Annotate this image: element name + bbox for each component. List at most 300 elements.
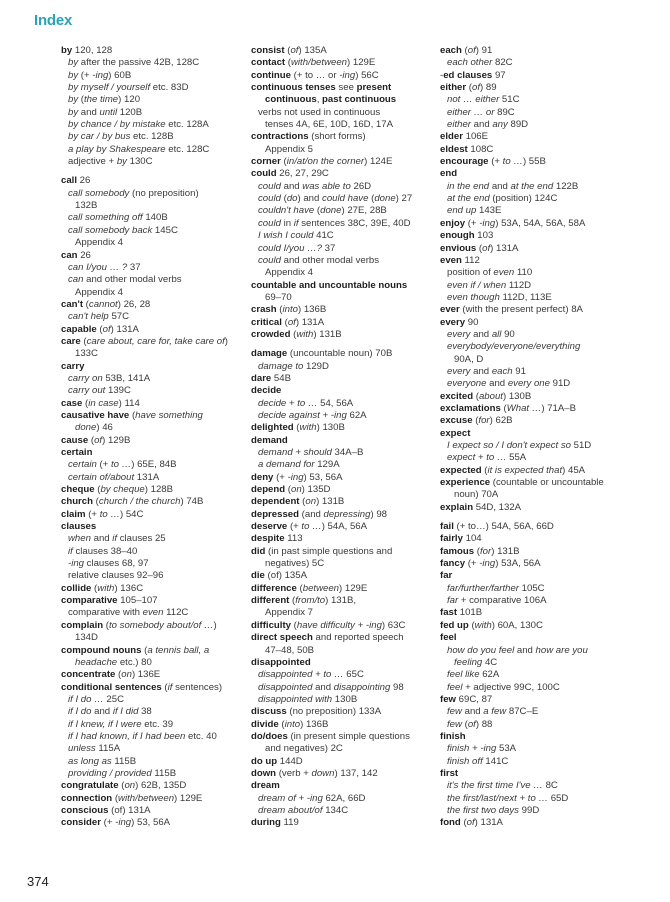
index-entry xyxy=(251,304,436,316)
index-subentry xyxy=(251,292,436,304)
entry-text: Appendix 7 xyxy=(265,607,314,619)
entry-text: either xyxy=(447,119,471,131)
entry-text: 65D xyxy=(548,792,569,804)
entry-text: ) 45A xyxy=(562,464,586,476)
entry-text: could xyxy=(258,254,281,266)
index-entry xyxy=(440,477,660,489)
entry-text: 113 xyxy=(284,533,303,545)
entry-headword: even xyxy=(440,254,462,266)
entry-headword: church xyxy=(61,496,93,508)
entry-text: ( xyxy=(103,619,109,631)
entry-text: unless xyxy=(68,743,96,755)
index-subentry xyxy=(61,131,246,143)
entry-text: ) 62B, 135D xyxy=(135,780,187,792)
entry-headword: cause xyxy=(61,434,89,446)
entry-text: 69–70 xyxy=(265,291,292,303)
entry-text: of xyxy=(287,316,296,328)
index-entry xyxy=(440,317,660,329)
entry-text: ( xyxy=(296,582,303,594)
entry-text: down xyxy=(311,767,335,779)
entry-text: ) 135A xyxy=(298,45,327,56)
entry-text: ( xyxy=(82,397,89,409)
entry-text: (no preposition) xyxy=(129,187,199,199)
entry-text: feel xyxy=(447,681,463,693)
entry-text: not … either xyxy=(447,94,500,106)
index-entry xyxy=(61,324,246,336)
entry-text: and xyxy=(78,106,100,118)
index-subentry xyxy=(440,329,660,341)
entry-text: between xyxy=(302,582,340,594)
entry-text: 47–48, 50B xyxy=(265,644,315,656)
entry-headword: divide xyxy=(251,718,279,730)
index-subentry xyxy=(61,188,246,200)
index-entry xyxy=(61,509,246,521)
index-subentry xyxy=(251,144,436,156)
index-subentry xyxy=(61,373,246,385)
entry-text: even though xyxy=(447,291,500,303)
index-subentry xyxy=(61,287,246,299)
index-subentry xyxy=(61,262,246,274)
index-subentry xyxy=(251,193,436,205)
entry-headword: down xyxy=(251,767,277,779)
entry-text: ( xyxy=(460,817,467,829)
entry-text: ) 53, 56A xyxy=(303,471,343,483)
entry-text: for xyxy=(478,415,490,427)
entry-text: 25C xyxy=(103,693,124,705)
entry-headword: famous xyxy=(440,545,475,557)
index-subentry xyxy=(251,645,436,657)
index-subentry xyxy=(61,632,246,644)
entry-text: 65C xyxy=(343,669,364,681)
index-entry xyxy=(440,546,660,558)
entry-text: 8C xyxy=(542,780,558,792)
index-subentry xyxy=(61,225,246,237)
entry-text: of xyxy=(467,45,476,56)
index-subentry xyxy=(251,361,436,373)
entry-text: (+ xyxy=(273,471,288,483)
entry-text: the time xyxy=(84,94,119,106)
index-entry xyxy=(251,583,436,595)
entry-text: ) 54A, 56A xyxy=(321,521,368,533)
index-subentry xyxy=(440,452,660,464)
entry-headword: fairly xyxy=(440,533,463,545)
entry-text: 112 xyxy=(461,254,480,266)
entry-text: ( xyxy=(314,205,321,217)
entry-text: ) 130B xyxy=(502,390,532,402)
index-entry xyxy=(440,428,660,440)
entry-headword: delighted xyxy=(251,422,294,434)
page-number: 374 xyxy=(27,874,49,889)
index-entry xyxy=(440,817,660,829)
entry-text: ) 130B xyxy=(316,422,345,434)
entry-text: ) 54C xyxy=(119,508,144,520)
letter-gap xyxy=(440,514,660,521)
index-column-2 xyxy=(251,45,436,830)
entry-text: every xyxy=(447,328,471,340)
index-subentry xyxy=(251,410,436,422)
entry-text: the first/last/next + to … xyxy=(447,792,549,804)
entry-text: (+ xyxy=(287,521,302,533)
entry-text: etc. 83D xyxy=(150,82,189,94)
index-subentry xyxy=(251,255,436,267)
entry-text: I wish I could xyxy=(258,230,314,242)
index-subentry xyxy=(61,719,246,731)
entry-text: 62A xyxy=(346,409,367,421)
index-entry xyxy=(251,632,436,644)
index-entry xyxy=(251,484,436,496)
entry-text: ) 136C xyxy=(114,582,144,594)
entry-text: by xyxy=(68,94,79,106)
entry-text: in xyxy=(280,217,294,229)
index-entry xyxy=(251,546,436,558)
entry-text: if I do xyxy=(68,706,92,718)
entry-text: negatives) 5C xyxy=(265,558,325,570)
entry-text: ( xyxy=(472,415,479,427)
entry-text: ) 53A, 56A xyxy=(495,558,541,570)
index-entry xyxy=(251,509,436,521)
index-subentry xyxy=(251,181,436,193)
entry-headword: ever xyxy=(440,304,460,316)
index-entry xyxy=(440,304,660,316)
entry-text: with/between xyxy=(118,792,175,804)
entry-text: tenses 4A, 6E, 10D, 16D, 17A xyxy=(265,119,393,131)
index-subentry xyxy=(440,657,660,669)
entry-text: and xyxy=(486,378,508,390)
index-subentry xyxy=(61,156,246,168)
entry-text: could xyxy=(258,193,281,205)
entry-text: ) 131B xyxy=(313,328,342,340)
index-subentry xyxy=(61,311,246,323)
entry-headword: depressed xyxy=(251,508,299,520)
entry-text: ) 137, 142 xyxy=(334,767,378,779)
entry-text: ( xyxy=(91,582,98,594)
entry-headword: congratulate xyxy=(61,780,119,792)
entry-text: 89C xyxy=(494,106,515,118)
entry-text: ) 53, 56A xyxy=(131,817,171,829)
entry-text: and xyxy=(470,328,492,340)
entry-text: 110 xyxy=(514,267,533,279)
entry-text: to … xyxy=(99,508,120,520)
entry-text: ) 27E, 28B xyxy=(341,205,387,217)
index-subentry xyxy=(440,805,660,817)
entry-text: finish + -ing xyxy=(447,743,497,755)
entry-text: each xyxy=(491,365,513,377)
entry-text: (of) 135A xyxy=(264,570,308,582)
entry-text: each other xyxy=(447,57,493,69)
entry-text: of xyxy=(482,242,491,254)
entry-headword: depend xyxy=(251,484,286,496)
index-entry xyxy=(61,250,246,262)
entry-text: ) 74B xyxy=(180,496,204,508)
entry-text: 97 xyxy=(492,69,506,81)
entry-text: of xyxy=(466,817,475,829)
index-entry xyxy=(61,682,246,694)
entry-text: call something off xyxy=(68,212,143,224)
entry-text: (+ to…) 54A, 56A, 66D xyxy=(453,521,554,533)
entry-text: I expect so / I don't expect so xyxy=(447,440,571,451)
entry-headword: explain xyxy=(440,501,474,513)
entry-text: and xyxy=(514,644,536,656)
entry-text: ( xyxy=(474,545,480,557)
entry-text: ( xyxy=(112,792,119,804)
index-entry xyxy=(440,144,660,156)
entry-text: demand + should xyxy=(258,447,332,458)
entry-text: and xyxy=(461,706,484,718)
entry-text: disappointing xyxy=(333,681,391,693)
letter-gap xyxy=(61,168,246,175)
entry-text: in the end xyxy=(447,180,490,192)
entry-headword: consist xyxy=(251,45,285,56)
index-entry xyxy=(251,620,436,632)
entry-text: ( xyxy=(285,484,291,496)
index-entry xyxy=(251,280,436,292)
entry-text: feeling xyxy=(454,656,483,668)
entry-text: if xyxy=(167,681,173,693)
entry-text: ) 62B xyxy=(489,415,513,427)
entry-text: as long as xyxy=(68,755,112,767)
index-entry xyxy=(251,817,436,829)
entry-text: dream of + -ing xyxy=(258,792,323,804)
entry-headword: call xyxy=(61,175,78,187)
entry-text: and reported speech xyxy=(312,632,404,644)
entry-text: ) 131A xyxy=(490,242,519,254)
index-entry xyxy=(251,768,436,780)
entry-text: and xyxy=(91,706,113,718)
entry-text: 134C xyxy=(322,804,349,816)
entry-text: 90A, D xyxy=(454,353,484,365)
entry-text: done xyxy=(320,205,342,217)
entry-text: ( xyxy=(481,464,488,476)
index-entry xyxy=(440,230,660,242)
entry-text: ) 46 xyxy=(96,422,113,434)
entry-text: call somebody xyxy=(68,187,130,199)
entry-headword: continue xyxy=(251,69,291,81)
entry-text: 62A, 66D xyxy=(322,792,366,804)
entry-headword: dare xyxy=(251,372,272,384)
entry-text: could I/you …? xyxy=(258,242,322,254)
entry-text: with xyxy=(97,582,115,594)
entry-text: and other modal verbs xyxy=(83,274,182,286)
entry-text: (no preposition) 133A xyxy=(286,706,382,718)
entry-headword: direct speech xyxy=(251,632,313,644)
entry-text: decide + to … xyxy=(258,397,318,409)
index-entry xyxy=(251,373,436,385)
index-subentry xyxy=(251,218,436,230)
entry-text: with/between xyxy=(291,57,347,69)
entry-text: 115A xyxy=(95,743,121,755)
index-subentry xyxy=(440,440,660,452)
index-subentry xyxy=(61,70,246,82)
entry-text: call somebody back xyxy=(68,224,153,236)
entry-text: ) 131A xyxy=(295,316,325,328)
entry-text: 98 xyxy=(390,681,404,693)
index-subentry xyxy=(61,82,246,94)
index-subentry xyxy=(61,558,246,570)
entry-text: decide against + -ing xyxy=(258,409,347,421)
entry-text: for xyxy=(480,545,492,557)
index-entry xyxy=(251,168,436,180)
entry-text: -ing xyxy=(115,817,132,829)
entry-text: how do you feel xyxy=(447,644,515,656)
entry-text: if I knew, if I were xyxy=(68,718,142,730)
entry-text: 115B xyxy=(111,755,137,767)
index-entry xyxy=(251,719,436,731)
index-entry xyxy=(61,361,246,373)
entry-text: 134D xyxy=(75,632,98,644)
entry-headword: every xyxy=(440,316,466,328)
entry-headword: certain xyxy=(61,447,93,458)
entry-headword: discuss xyxy=(251,706,287,718)
index-entry xyxy=(440,620,660,632)
entry-text: with xyxy=(299,422,317,434)
entry-text: 115B xyxy=(151,767,177,779)
index-subentry xyxy=(61,657,246,669)
entry-headword: each xyxy=(440,45,462,56)
entry-text: headache xyxy=(75,656,118,668)
entry-text: 140B xyxy=(142,212,168,224)
entry-text: ) 129B xyxy=(102,434,131,446)
entry-text: if I had known, if I had been xyxy=(68,730,186,742)
index-subentry xyxy=(61,107,246,119)
index-entry xyxy=(440,415,660,427)
entry-text: ( xyxy=(280,156,287,168)
index-entry xyxy=(61,45,246,57)
index-subentry xyxy=(61,212,246,224)
index-subentry xyxy=(61,472,246,484)
entry-text: with xyxy=(474,619,492,631)
entry-text: church / the church xyxy=(98,496,181,508)
index-subentry xyxy=(61,533,246,545)
entry-text: by cheque xyxy=(100,484,145,496)
index-subentry xyxy=(251,793,436,805)
entry-text: clauses 38–40 xyxy=(72,545,138,557)
entry-headword: end xyxy=(440,168,458,180)
entry-text: etc. 40 xyxy=(185,730,217,742)
entry-headword: claim xyxy=(61,508,86,520)
index-subentry xyxy=(440,119,660,131)
entry-text: ( xyxy=(129,409,136,421)
index-subentry xyxy=(61,57,246,69)
entry-text: (position) 124C xyxy=(489,193,558,205)
index-subentry xyxy=(251,447,436,459)
entry-text: ) 27 xyxy=(395,193,413,205)
letter-gap xyxy=(251,341,436,348)
entry-text: (verb + xyxy=(276,767,312,779)
index-subentry xyxy=(440,94,660,106)
entry-text: on xyxy=(291,484,302,496)
entry-headword: past continuous xyxy=(322,94,397,106)
entry-text: if I did xyxy=(112,706,139,718)
entry-text: end up xyxy=(447,205,477,217)
index-entry xyxy=(61,817,246,829)
index-entry xyxy=(251,57,436,69)
entry-text: and xyxy=(280,180,303,192)
entry-headword: care xyxy=(61,335,81,347)
entry-text: by xyxy=(68,106,79,118)
entry-text: disappointed with xyxy=(258,693,333,705)
entry-text: + comparative 106A xyxy=(458,595,547,607)
entry-headword: far xyxy=(440,570,453,582)
entry-text: on xyxy=(305,496,317,508)
entry-text: + adjective 99C, 100C xyxy=(462,681,560,693)
index-subentry xyxy=(440,57,660,69)
entry-text: few xyxy=(447,718,462,730)
entry-text: comparative with xyxy=(68,607,143,619)
entry-text: relative clauses 92–96 xyxy=(68,570,164,582)
entry-text: 26 xyxy=(77,249,91,261)
index-subentry xyxy=(251,230,436,242)
index-entry xyxy=(440,694,660,706)
index-entry xyxy=(251,156,436,168)
index-entry xyxy=(440,607,660,619)
index-entry xyxy=(61,484,246,496)
entry-headword: case xyxy=(61,397,83,409)
entry-text: ) 136B xyxy=(297,304,327,316)
entry-text: every one xyxy=(507,378,550,390)
entry-text: couldn't have xyxy=(258,205,315,217)
index-subentry xyxy=(61,607,246,619)
entry-text: (+ xyxy=(488,156,503,168)
entry-text: in case xyxy=(88,397,119,409)
entry-text: ( xyxy=(473,390,479,402)
index-entry xyxy=(61,669,246,681)
entry-text: (countable or uncountable xyxy=(490,477,604,489)
entry-text: ( xyxy=(115,669,122,681)
entry-text: ( xyxy=(285,57,291,69)
index-entry xyxy=(440,131,660,143)
entry-text: a demand for xyxy=(258,459,315,471)
entry-text: done xyxy=(75,422,97,434)
entry-headword: ed clauses xyxy=(443,69,493,81)
entry-text: ) 131B, xyxy=(325,595,357,607)
index-entry xyxy=(61,780,246,792)
entry-text: -ing xyxy=(68,558,84,570)
entry-text: 26 xyxy=(77,175,91,187)
entry-headword: disappointed xyxy=(251,656,311,668)
index-subentry xyxy=(440,645,660,657)
entry-text: everybody/everyone/everything xyxy=(447,341,581,353)
entry-headword: expected xyxy=(440,464,482,476)
entry-headword: dream xyxy=(251,780,280,792)
entry-text: -ing xyxy=(92,69,109,81)
entry-headword: first xyxy=(440,767,459,779)
entry-text: ( xyxy=(78,94,85,106)
entry-text: ( xyxy=(161,681,168,693)
entry-text: in/at/on the corner xyxy=(286,156,365,168)
entry-headword: demand xyxy=(251,434,288,446)
index-entry xyxy=(251,706,436,718)
index-entry xyxy=(251,533,436,545)
entry-text: 119 xyxy=(280,817,299,829)
index-subentry xyxy=(61,119,246,131)
entry-headword: eldest xyxy=(440,143,468,155)
entry-headword: either xyxy=(440,82,467,94)
entry-headword: cheque xyxy=(61,484,95,496)
entry-text: ( xyxy=(96,323,103,335)
entry-text: even xyxy=(142,607,164,619)
entry-text: certain of/about xyxy=(68,471,135,483)
index-entry xyxy=(61,793,246,805)
entry-headword: do/does xyxy=(251,730,288,742)
index-entry xyxy=(440,255,660,267)
entry-text: 57C xyxy=(108,311,130,323)
entry-text: (of) 131A xyxy=(108,804,151,816)
entry-text: ( xyxy=(289,595,296,607)
index-subentry xyxy=(251,398,436,410)
index-subentry xyxy=(61,706,246,718)
entry-text: 82C xyxy=(492,57,513,69)
index-entry xyxy=(61,398,246,410)
